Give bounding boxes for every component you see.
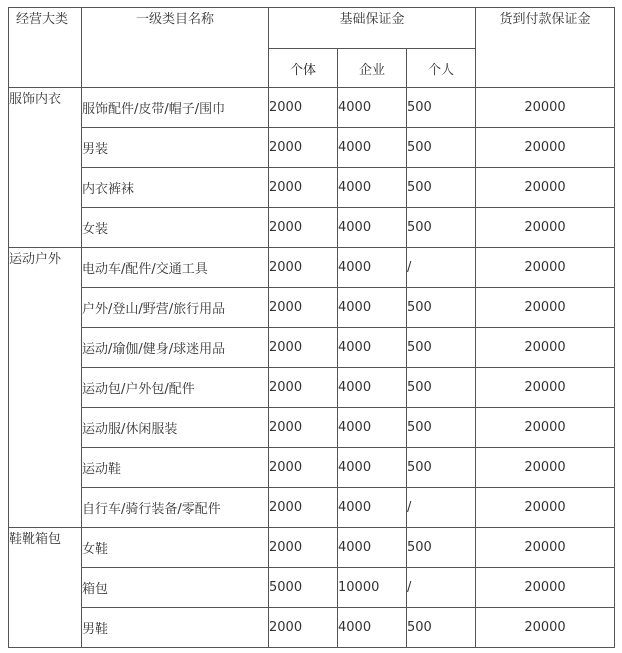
table-row [9,608,615,648]
header-person: 个人 [407,49,476,88]
cod-deposit-cell: 20000 [476,448,615,488]
person-deposit-cell: 500 [407,448,476,488]
category-cell: 鞋靴箱包 [9,528,82,648]
subcategory-cell: 内衣裤袜 [82,168,269,208]
header-cod-deposit: 货到付款保证金 [476,8,615,88]
subcategory-cell: 女鞋 [82,528,269,568]
person-deposit-cell: 500 [407,88,476,128]
table-row [9,328,615,368]
table-row [9,128,615,168]
cod-deposit-cell: 20000 [476,368,615,408]
enterprise-deposit-cell: 4000 [338,128,407,168]
individual-deposit-cell: 2000 [269,488,338,528]
person-deposit-cell: / [407,568,476,608]
person-deposit-cell: 500 [407,608,476,648]
cod-deposit-cell: 20000 [476,608,615,648]
table-row [9,488,615,528]
subcategory-cell: 箱包 [82,568,269,608]
subcategory-cell: 运动包/户外包/配件 [82,368,269,408]
enterprise-deposit-cell: 4000 [338,528,407,568]
cod-deposit-cell: 20000 [476,208,615,248]
individual-deposit-cell: 2000 [269,528,338,568]
individual-deposit-cell: 2000 [269,208,338,248]
enterprise-deposit-cell: 4000 [338,328,407,368]
table-row [9,248,615,288]
header-enterprise: 企业 [338,49,407,88]
individual-deposit-cell: 2000 [269,608,338,648]
enterprise-deposit-cell: 4000 [338,248,407,288]
individual-deposit-cell: 2000 [269,88,338,128]
cod-deposit-cell: 20000 [476,408,615,448]
subcategory-cell: 运动/瑜伽/健身/球迷用品 [82,328,269,368]
table-row [9,568,615,608]
person-deposit-cell: 500 [407,328,476,368]
individual-deposit-cell: 5000 [269,568,338,608]
subcategory-cell: 女装 [82,208,269,248]
person-deposit-cell: / [407,248,476,288]
enterprise-deposit-cell: 10000 [338,568,407,608]
individual-deposit-cell: 2000 [269,408,338,448]
subcategory-cell: 运动鞋 [82,448,269,488]
person-deposit-cell: 500 [407,128,476,168]
enterprise-deposit-cell: 4000 [338,368,407,408]
enterprise-deposit-cell: 4000 [338,448,407,488]
category-cell: 服饰内衣 [9,88,82,248]
subcategory-cell: 服饰配件/皮带/帽子/围巾 [82,88,269,128]
table-header [9,8,615,88]
person-deposit-cell: 500 [407,208,476,248]
deposit-table [8,7,615,648]
cod-deposit-cell: 20000 [476,248,615,288]
individual-deposit-cell: 2000 [269,248,338,288]
individual-deposit-cell: 2000 [269,328,338,368]
cod-deposit-cell: 20000 [476,288,615,328]
cod-deposit-cell: 20000 [476,568,615,608]
header-base-deposit: 基础保证金 [269,8,476,49]
table-row [9,408,615,448]
subcategory-cell: 自行车/骑行装备/零配件 [82,488,269,528]
cod-deposit-cell: 20000 [476,168,615,208]
table-row [9,168,615,208]
header-category: 经营大类 [9,8,82,88]
enterprise-deposit-cell: 4000 [338,408,407,448]
individual-deposit-cell: 2000 [269,168,338,208]
cod-deposit-cell: 20000 [476,328,615,368]
header-subcategory: 一级类目名称 [82,8,269,88]
subcategory-cell: 电动车/配件/交通工具 [82,248,269,288]
table-body [9,88,615,648]
person-deposit-cell: 500 [407,288,476,328]
subcategory-cell: 男装 [82,128,269,168]
individual-deposit-cell: 2000 [269,128,338,168]
individual-deposit-cell: 2000 [269,288,338,328]
person-deposit-cell: 500 [407,408,476,448]
cod-deposit-cell: 20000 [476,528,615,568]
individual-deposit-cell: 2000 [269,448,338,488]
subcategory-cell: 户外/登山/野营/旅行用品 [82,288,269,328]
individual-deposit-cell: 2000 [269,368,338,408]
enterprise-deposit-cell: 4000 [338,608,407,648]
table-row [9,448,615,488]
cod-deposit-cell: 20000 [476,488,615,528]
table-row [9,528,615,568]
enterprise-deposit-cell: 4000 [338,208,407,248]
enterprise-deposit-cell: 4000 [338,488,407,528]
cod-deposit-cell: 20000 [476,128,615,168]
table-row [9,88,615,128]
person-deposit-cell: 500 [407,368,476,408]
person-deposit-cell: 500 [407,528,476,568]
subcategory-cell: 男鞋 [82,608,269,648]
category-cell: 运动户外 [9,248,82,528]
enterprise-deposit-cell: 4000 [338,88,407,128]
enterprise-deposit-cell: 4000 [338,168,407,208]
person-deposit-cell: / [407,488,476,528]
table-row [9,208,615,248]
cod-deposit-cell: 20000 [476,88,615,128]
header-individual: 个体 [269,49,338,88]
table-row [9,368,615,408]
table-row [9,288,615,328]
subcategory-cell: 运动服/休闲服装 [82,408,269,448]
enterprise-deposit-cell: 4000 [338,288,407,328]
person-deposit-cell: 500 [407,168,476,208]
